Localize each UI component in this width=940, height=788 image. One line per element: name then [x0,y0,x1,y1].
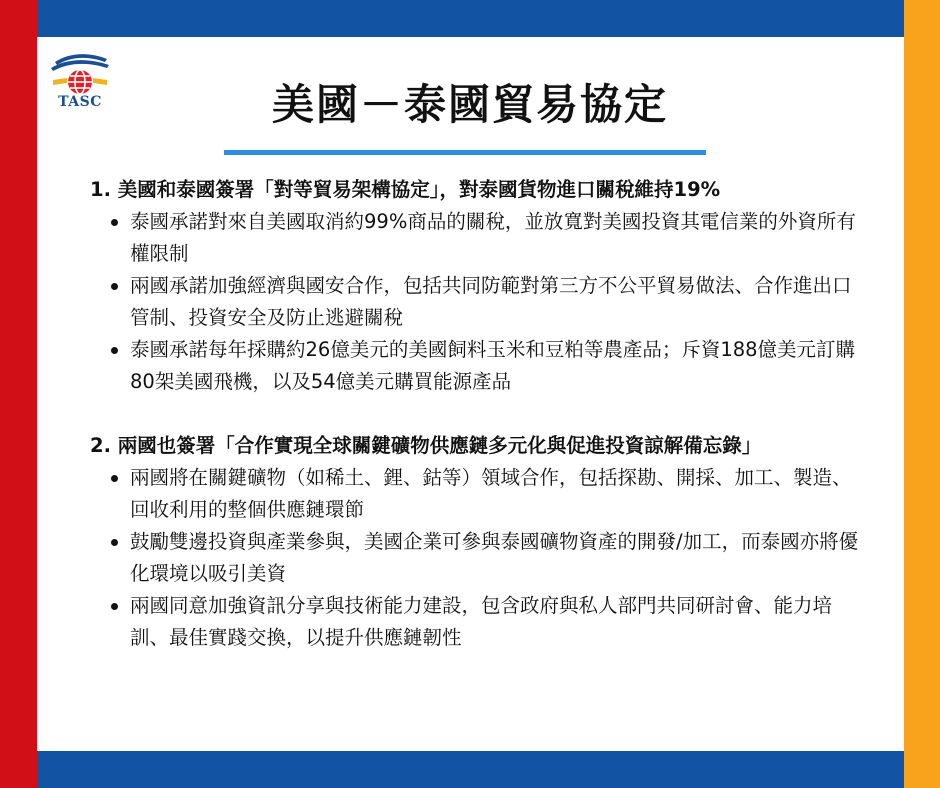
bullet-item: 兩國同意加強資訊分享與技術能力建設，包含政府與私人部門共同研討會、能力培訓、最佳實踐交換，以提升供應鏈韌性 [90,590,870,654]
title-underline [224,150,706,155]
bullet-list [90,206,870,398]
section-heading: 2. 兩國也簽署「合作實現全球關鍵礦物供應鏈多元化與促進投資諒解備忘錄」 [90,434,762,457]
bullet-item: 鼓勵雙邊投資與產業參與，美國企業可參與泰國礦物資產的開發/加工，而泰國亦將優化環境以吸引美資 [90,526,870,590]
bullet-item: 泰國承諾每年採購約26億美元的美國飼料玉米和豆粕等農產品；斥資188億美元訂購80架美國飛機，以及54億美元購買能源產品 [90,334,870,398]
bullet-list [90,462,870,654]
logo-text: TASC [58,94,102,110]
content-body [90,174,870,654]
bullet-item: 泰國承諾對來自美國取消約99%商品的關稅，並放寬對美國投資其電信業的外資所有權限制 [90,206,870,270]
bullet-item: 兩國承諾加強經濟與國安合作，包括共同防範對第三方不公平貿易做法、合作進出口管制、投資安全及防止逃避關稅 [90,270,870,334]
page-title: 美國－泰國貿易協定 [271,80,668,129]
bullet-item: 兩國將在關鍵礦物（如稀土、鋰、鈷等）領域合作，包括探勘、開採、加工、製造、回收利用的整個供應鏈環節 [90,462,870,526]
section-2 [90,430,870,654]
section-1 [90,174,870,398]
top-band [37,0,904,37]
bottom-band [37,751,904,788]
section-heading: 1. 美國和泰國簽署「對等貿易架構協定」，對泰國貨物進口關稅維持19% [90,178,721,201]
